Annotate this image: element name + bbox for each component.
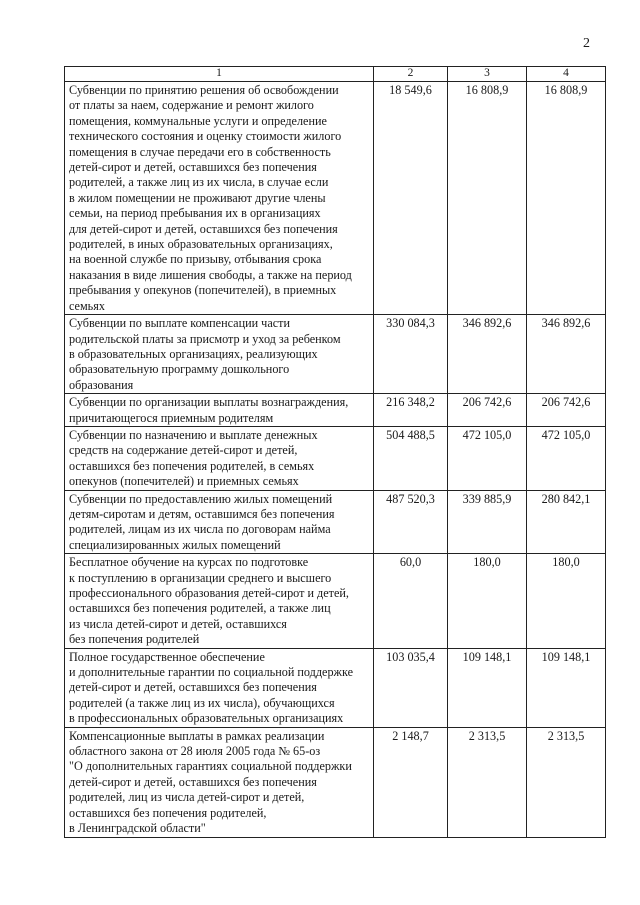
table-row xyxy=(65,394,606,427)
value-col-3: 16 808,9 xyxy=(448,82,527,315)
row-description: Субвенции по принятию решения об освобождении от платы за наем, содержание и ремонт жилого помещения, коммунальные услуги и определение технического состояния и оценку стоимости жилого помещения в случае передачи его в собственность детей-сирот и детей, оставшихся без попечения родителей, а также лиц из их числа, в случае если в жилом помещении не проживают другие члены семьи, на период пребывания их в организациях для детей-сирот и детей, оставшихся без попечения родителей, в иных образовательных организациях, на военной службе по призыву, отбывания срока наказания в виде лишения свободы, а также на период пребывания у опекунов (попечителей), в приемных семьях xyxy=(65,82,374,315)
row-description: Полное государственное обеспечение и дополнительные гарантии по социальной поддержке детей-сирот и детей, оставшихся без попечения родителей (а также лиц из их числа), обучающихся в профессиональных образовательных организациях xyxy=(65,648,374,727)
value-col-2: 2 148,7 xyxy=(374,727,448,837)
value-col-3: 472 105,0 xyxy=(448,426,527,490)
column-header-2: 2 xyxy=(374,67,448,82)
table-row xyxy=(65,727,606,837)
value-col-4: 280 842,1 xyxy=(527,490,606,554)
table-row xyxy=(65,490,606,554)
value-col-4: 2 313,5 xyxy=(527,727,606,837)
value-col-3: 109 148,1 xyxy=(448,648,527,727)
column-header-3: 3 xyxy=(448,67,527,82)
column-header-1: 1 xyxy=(65,67,374,82)
value-col-4: 180,0 xyxy=(527,554,606,648)
page-number: 2 xyxy=(583,36,590,51)
value-col-2: 18 549,6 xyxy=(374,82,448,315)
row-description: Компенсационные выплаты в рамках реализации областного закона от 28 июля 2005 года № 65-оз "О дополнительных гарантиях социальной поддержки детей-сирот и детей, оставшихся без попечения родителей, лиц из числа детей-сирот и детей, оставшихся без попечения родителей, в Ленинградской области" xyxy=(65,727,374,837)
value-col-2: 504 488,5 xyxy=(374,426,448,490)
value-col-4: 472 105,0 xyxy=(527,426,606,490)
table-row xyxy=(65,315,606,394)
header-row xyxy=(65,67,606,82)
value-col-3: 2 313,5 xyxy=(448,727,527,837)
value-col-3: 339 885,9 xyxy=(448,490,527,554)
subventions-table xyxy=(64,66,606,838)
table-row xyxy=(65,554,606,648)
value-col-2: 487 520,3 xyxy=(374,490,448,554)
value-col-2: 216 348,2 xyxy=(374,394,448,427)
value-col-3: 346 892,6 xyxy=(448,315,527,394)
value-col-3: 206 742,6 xyxy=(448,394,527,427)
value-col-2: 60,0 xyxy=(374,554,448,648)
table-row xyxy=(65,426,606,490)
row-description: Субвенции по назначению и выплате денежных средств на содержание детей-сирот и детей, оставшихся без попечения родителей, в семьях опекунов (попечителей) и приемных семьях xyxy=(65,426,374,490)
row-description: Субвенции по организации выплаты вознаграждения, причитающегося приемным родителям xyxy=(65,394,374,427)
value-col-4: 109 148,1 xyxy=(527,648,606,727)
value-col-4: 206 742,6 xyxy=(527,394,606,427)
row-description: Бесплатное обучение на курсах по подготовке к поступлению в организации среднего и высшего профессионального образования детей-сирот и детей, оставшихся без попечения родителей, а также лиц из числа детей-сирот и детей, оставшихся без попечения родителей xyxy=(65,554,374,648)
value-col-2: 330 084,3 xyxy=(374,315,448,394)
value-col-2: 103 035,4 xyxy=(374,648,448,727)
table-row xyxy=(65,82,606,315)
table-row xyxy=(65,648,606,727)
value-col-4: 346 892,6 xyxy=(527,315,606,394)
row-description: Субвенции по предоставлению жилых помещений детям-сиротам и детям, оставшимся без попечения родителей, лицам из их числа по договорам найма специализированных жилых помещений xyxy=(65,490,374,554)
column-header-4: 4 xyxy=(527,67,606,82)
value-col-4: 16 808,9 xyxy=(527,82,606,315)
value-col-3: 180,0 xyxy=(448,554,527,648)
row-description: Субвенции по выплате компенсации части родительской платы за присмотр и уход за ребенком в образовательных организациях, реализующих образовательную программу дошкольного образования xyxy=(65,315,374,394)
